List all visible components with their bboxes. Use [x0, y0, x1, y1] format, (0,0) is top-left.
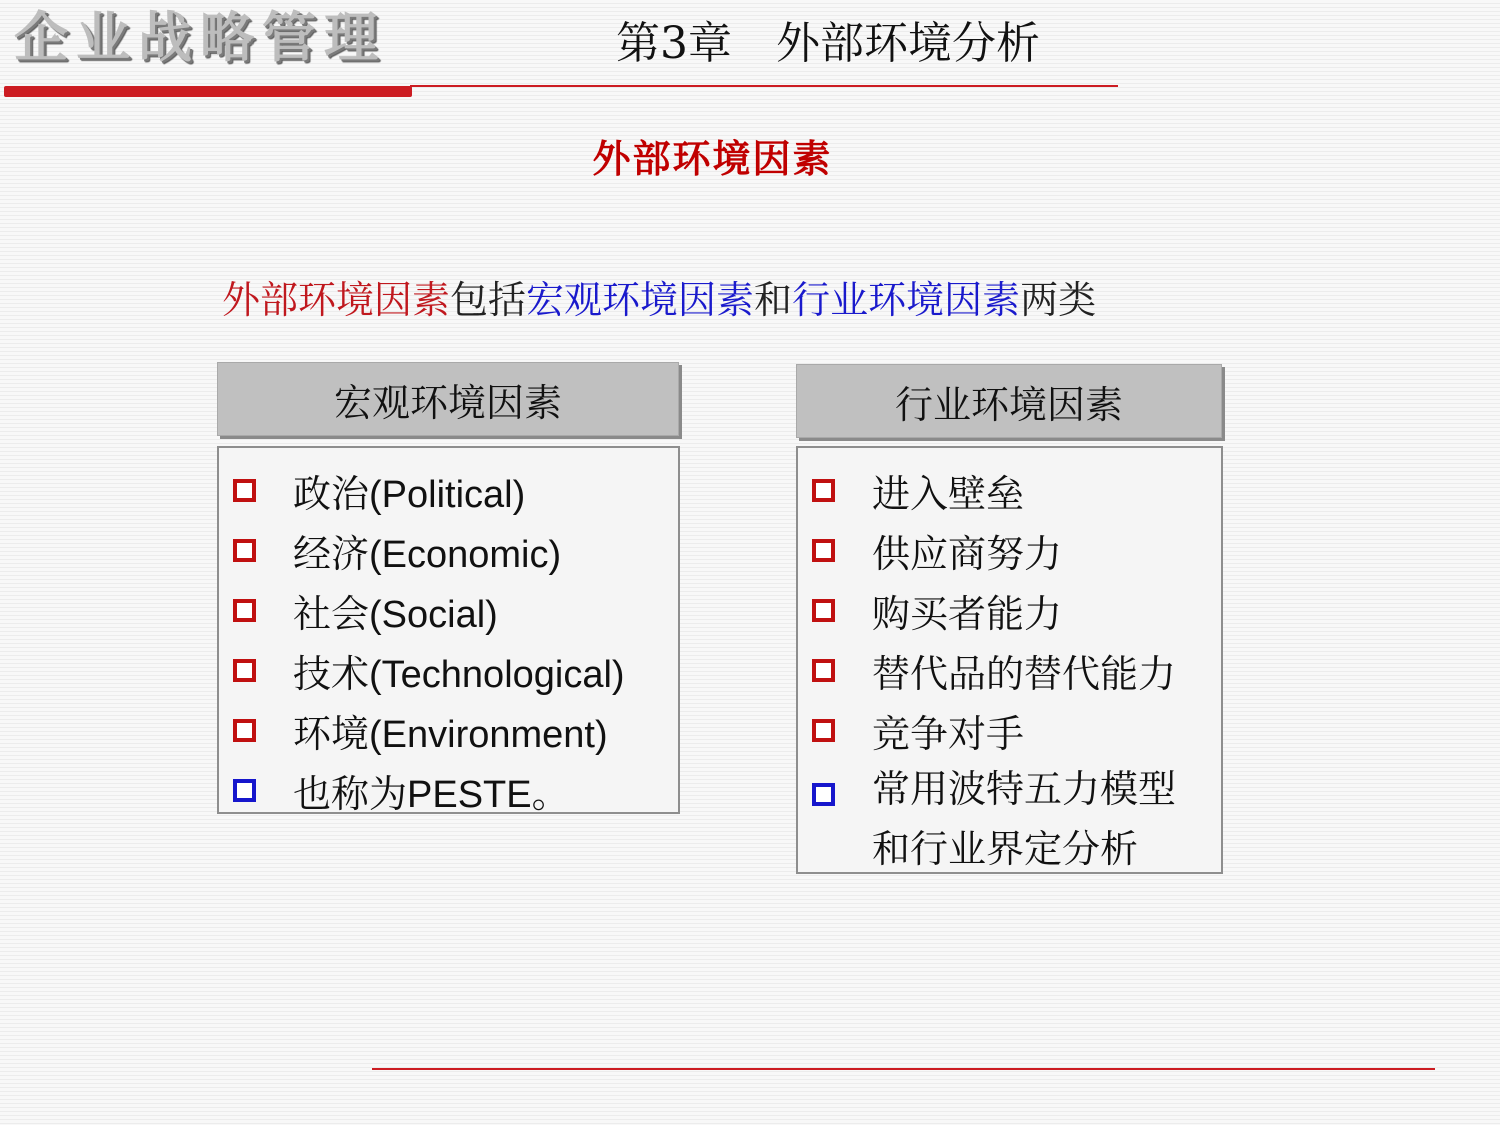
header-divider-line [410, 85, 1118, 87]
intro-suffix: 两类 [1020, 278, 1097, 322]
list-item [812, 700, 1221, 760]
list-item-text: 进入壁垒 [872, 473, 1025, 516]
list-item [233, 580, 678, 640]
list-item [812, 760, 1221, 880]
square-bullet-icon [812, 719, 835, 742]
industry-card-header: 行业环境因素 [796, 364, 1222, 438]
intro-term-macro: 宏观环境因素 [526, 278, 755, 322]
intro-connector: 和 [754, 278, 793, 322]
square-bullet-icon [233, 599, 256, 622]
list-item-text: 竞争对手 [872, 713, 1025, 756]
intro-term-industry: 行业环境因素 [792, 278, 1021, 322]
list-item-text: 环境(Environment) [293, 713, 608, 756]
chapter-title: 第3章 外部环境分析 [616, 18, 1040, 69]
list-item-text: 社会(Social) [293, 593, 498, 636]
square-bullet-icon [812, 599, 835, 622]
section-title: 外部环境因素 [592, 136, 833, 181]
intro-sentence [222, 280, 1096, 322]
square-bullet-icon [233, 539, 256, 562]
square-bullet-icon [812, 659, 835, 682]
square-bullet-icon [812, 479, 835, 502]
square-bullet-icon [233, 779, 256, 802]
list-item [812, 640, 1221, 700]
square-bullet-icon [233, 659, 256, 682]
list-item [233, 460, 678, 520]
brand-title: 企业战略管理 [14, 5, 386, 69]
intro-term-external: 外部环境因素 [222, 278, 451, 322]
list-item [233, 700, 678, 760]
list-item [233, 520, 678, 580]
list-item-text: 技术(Technological) [293, 653, 625, 696]
square-bullet-icon [812, 539, 835, 562]
list-item-text: 供应商努力 [872, 533, 1063, 576]
macro-card-list [217, 446, 680, 814]
square-bullet-icon [233, 479, 256, 502]
macro-card-header: 宏观环境因素 [217, 362, 679, 436]
industry-card-list [796, 446, 1223, 874]
list-item-text: 政治(Political) [293, 473, 526, 516]
list-item-text: 也称为PESTE。 [293, 773, 570, 816]
square-bullet-icon [233, 719, 256, 742]
list-item-text: 购买者能力 [872, 593, 1063, 636]
list-item [233, 640, 678, 700]
square-bullet-icon [812, 783, 835, 806]
list-item [233, 760, 678, 820]
list-item [812, 520, 1221, 580]
list-item [812, 460, 1221, 520]
list-item-text: 经济(Economic) [293, 533, 562, 576]
list-item-text: 常用波特五力模型和行业界定分析 [872, 769, 1177, 871]
list-item [812, 580, 1221, 640]
list-item-text: 替代品的替代能力 [872, 653, 1177, 696]
footer-divider-line [372, 1068, 1435, 1070]
intro-connector: 包括 [450, 278, 527, 322]
brand-underline-bar [4, 86, 412, 97]
